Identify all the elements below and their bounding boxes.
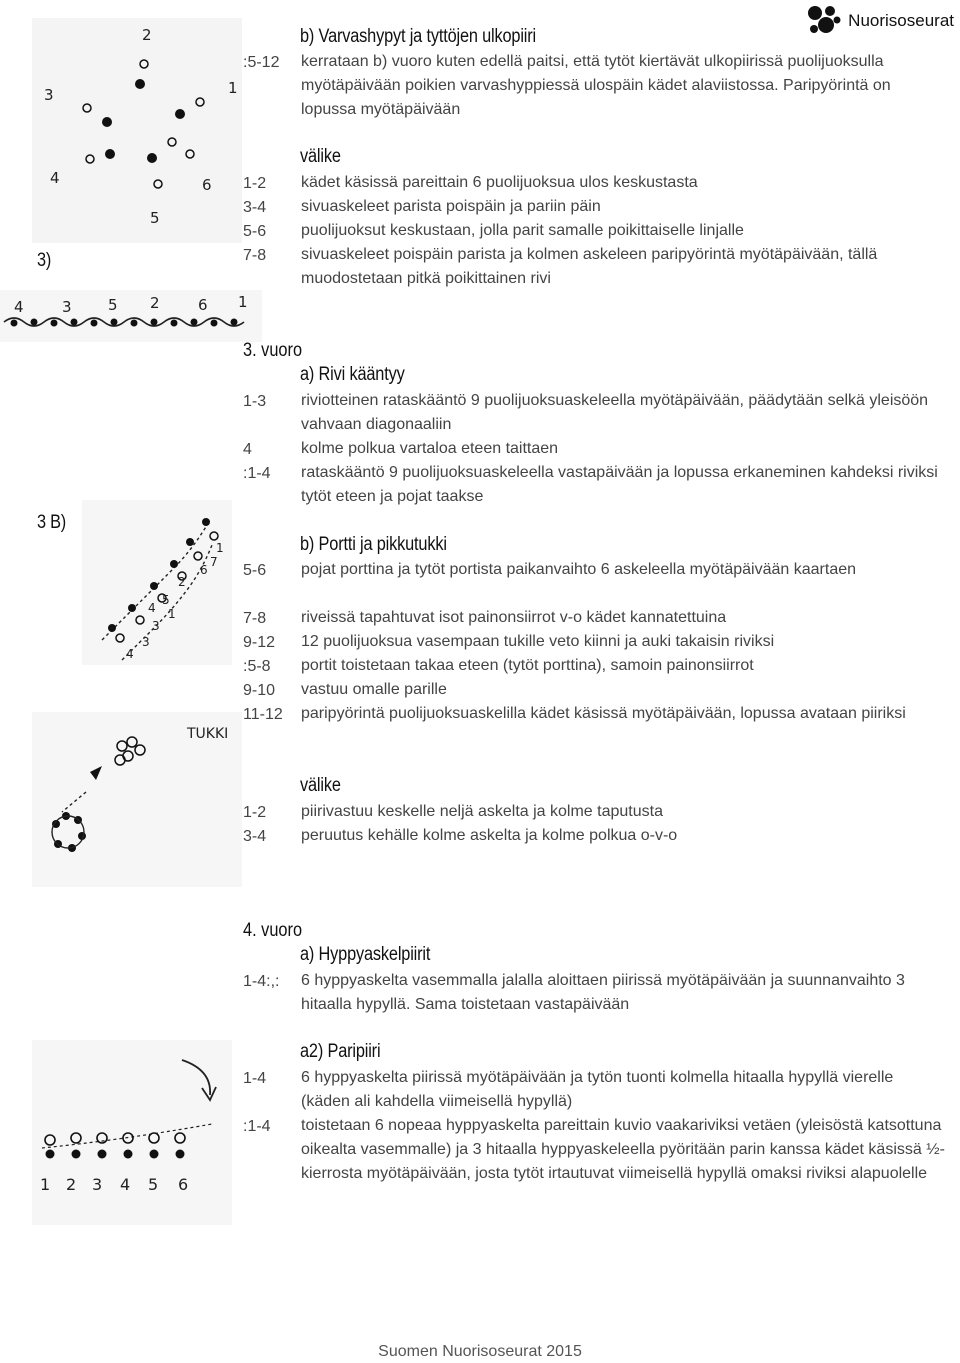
step-description: sivuaskeleet parista poispäin ja pariin päin [301, 198, 601, 215]
step-description: 12 puolijuoksua vasempaan tukille veto kiinni ja auki takaisin riviksi [301, 633, 775, 650]
sketch-number: 2 [66, 1175, 77, 1194]
figure-label-3b: 3 B) [37, 512, 66, 533]
step-description: peruutus kehälle kolme askelta ja kolme polkua o-v-o [301, 827, 678, 844]
vuoro-4-title: 4. vuoro [243, 920, 303, 941]
sketch-number: 7 [210, 555, 218, 569]
formation-sketch-4a2 [32, 1040, 232, 1225]
step-description: piirivastuu keskelle neljä askelta ja kolme taputusta [301, 803, 663, 820]
sketch-number: 5 [162, 593, 170, 607]
formation-sketch-2 [32, 18, 242, 243]
step-description: puolijuoksut keskustaan, jolla parit samalle poikittaiselle linjalle [301, 222, 744, 239]
step-description: portit toistetaan takaa eteen (tytöt porttina), samoin painonsiirrot [301, 657, 754, 674]
step-count: 4 [243, 441, 252, 458]
step-description: kerrataan b) vuoro kuten edellä paitsi, että tytöt kiertävät ulkopiirissä puolijuoksulla myötäpäivään poikien varvashyppiessä ulospäin kädet alaviistossa. Paripyörintä on lopussa myötäpäivään [301, 53, 891, 118]
sketch-number: 1 [238, 293, 248, 311]
step-description: kädet käsissä pareittain 6 puolijuoksua ulos keskustasta [301, 174, 698, 191]
step-count: :1-4 [243, 465, 271, 482]
section-heading-valike: välike [300, 146, 341, 167]
vuoro-3-title: 3. vuoro [243, 340, 303, 361]
step-count: 5-6 [243, 223, 267, 240]
step-count: 1-4:,: [243, 973, 280, 990]
logo-text: Nuorisoseurat [848, 11, 954, 30]
sketch-number: 6 [200, 563, 208, 577]
step-count: 3-4 [243, 828, 267, 845]
sketch-number: 3 [44, 86, 54, 104]
page-footer: Suomen Nuorisoseurat 2015 [378, 1343, 582, 1360]
sketch-number: 6 [198, 296, 208, 314]
step-description: vastuu omalle parille [301, 681, 447, 698]
step-description: 6 hyppyaskelta vasemmalla jalalla aloittaen piirissä myötäpäivään ja suunnanvaihto 3 hitaalla hypyllä. Sama toistetaan vastapäivään [301, 972, 905, 1013]
sketch-number: 1 [228, 79, 238, 97]
formation-sketch-3b-tukki [32, 712, 242, 887]
step-description: riviotteinen rataskääntö 9 puolijuoksuaskeleella myötäpäivään, päädytään selkä yleisöön vahvaan diagonaaliin [301, 392, 929, 433]
step-count: 9-10 [243, 682, 276, 699]
step-description: pojat porttina ja tytöt portista paikanvaihto 6 askeleella myötäpäivään kaartaen [301, 561, 857, 578]
step-count: :1-4 [243, 1118, 271, 1135]
sketch-number: 3 [92, 1175, 103, 1194]
sketch-number: 4 [148, 601, 156, 615]
step-count: 5-6 [243, 562, 267, 579]
step-description: 6 hyppyaskelta piirissä myötäpäivään ja tytön tuonti kolmella hitaalla hypyllä vierelle (käden ali kahdella viimeisellä hypyllä) [301, 1069, 894, 1110]
sketch-number: 6 [178, 1175, 189, 1194]
section-heading-portti: b) Portti ja pikkutukki [300, 534, 447, 555]
section-heading-valike-2: välike [300, 775, 341, 796]
section-heading-rivi-kaantyy: a) Rivi kääntyy [300, 364, 405, 385]
step-count: 1-2 [243, 175, 267, 192]
sketch-number: 2 [178, 575, 186, 589]
sketch-number: 3 [62, 298, 72, 316]
sketch-number: 1 [40, 1175, 51, 1194]
step-count: 1-3 [243, 393, 267, 410]
sketch-number: 5 [150, 209, 160, 227]
sketch-number: 6 [202, 176, 212, 194]
formation-sketch-3 [0, 290, 262, 342]
step-description: rataskääntö 9 puolijuoksuaskeleella vastapäivään ja lopussa erkaneminen kahdeksi riviksi tytöt eteen ja pojat taakse [301, 464, 938, 505]
figure-label-3: 3) [37, 250, 52, 271]
step-count: 1-4 [243, 1070, 267, 1087]
section-heading-varvashypyt: b) Varvashypyt ja tyttöjen ulkopiiri [300, 26, 536, 47]
step-count: 9-12 [243, 634, 276, 651]
step-count: 11-12 [243, 706, 283, 723]
step-description: sivuaskeleet poispäin parista ja kolmen askeleen paripyörintä myötäpäivään, tällä muodostetaan pitkä poikittainen rivi [301, 246, 878, 287]
step-count: :5-12 [243, 54, 280, 71]
step-description: paripyörintä puolijuoksuaskelilla kädet käsissä myötäpäivään, lopussa avataan piiriksi [301, 705, 906, 722]
step-count: :5-8 [243, 658, 271, 675]
nuorisoseurat-logo [806, 4, 954, 38]
sketch-number: 1 [168, 607, 176, 621]
nuorisoseurat-logo-icon [806, 4, 842, 38]
sketch-number: 2 [142, 26, 152, 44]
sketch-number: 3 [142, 635, 150, 649]
sketch-number: 4 [14, 298, 24, 316]
section-heading-hyppyaskelpiirit: a) Hyppyaskelpiirit [300, 944, 431, 965]
tukki-label: TUKKI [187, 726, 229, 742]
sketch-number: 3 [152, 619, 160, 633]
section-heading-paripiiri: a2) Paripiiri [300, 1041, 381, 1062]
step-count: 3-4 [243, 199, 267, 216]
step-description: riveissä tapahtuvat isot painonsiirrot v-o kädet kannatettuina [301, 609, 727, 626]
step-count: 7-8 [243, 247, 267, 264]
step-count: 7-8 [243, 610, 267, 627]
step-description: kolme polkua vartaloa eteen taittaen [301, 440, 559, 457]
sketch-number: 5 [148, 1175, 159, 1194]
sketch-number: 4 [50, 169, 60, 187]
sketch-number: 2 [150, 294, 160, 312]
step-description: toistetaan 6 nopeaa hyppyaskelta pareittain kuvio vaakariviksi vetäen (yleisöstä katsottuna oikealta vasemmalle) ja 3 hitaalla hyppyaskeleella pyöritään parin kanssa kädet käsissä ½-kierrosta myötäpäivään, josta tytöt irtautuvat viimeisellä hypyllä omaksi riviksi alapuolelle [301, 1117, 945, 1182]
sketch-number: 4 [120, 1175, 131, 1194]
sketch-number: 5 [108, 296, 118, 314]
formation-sketch-3b [82, 500, 232, 665]
sketch-number: 1 [216, 541, 224, 555]
sketch-number: 4 [126, 647, 134, 661]
step-count: 1-2 [243, 804, 267, 821]
